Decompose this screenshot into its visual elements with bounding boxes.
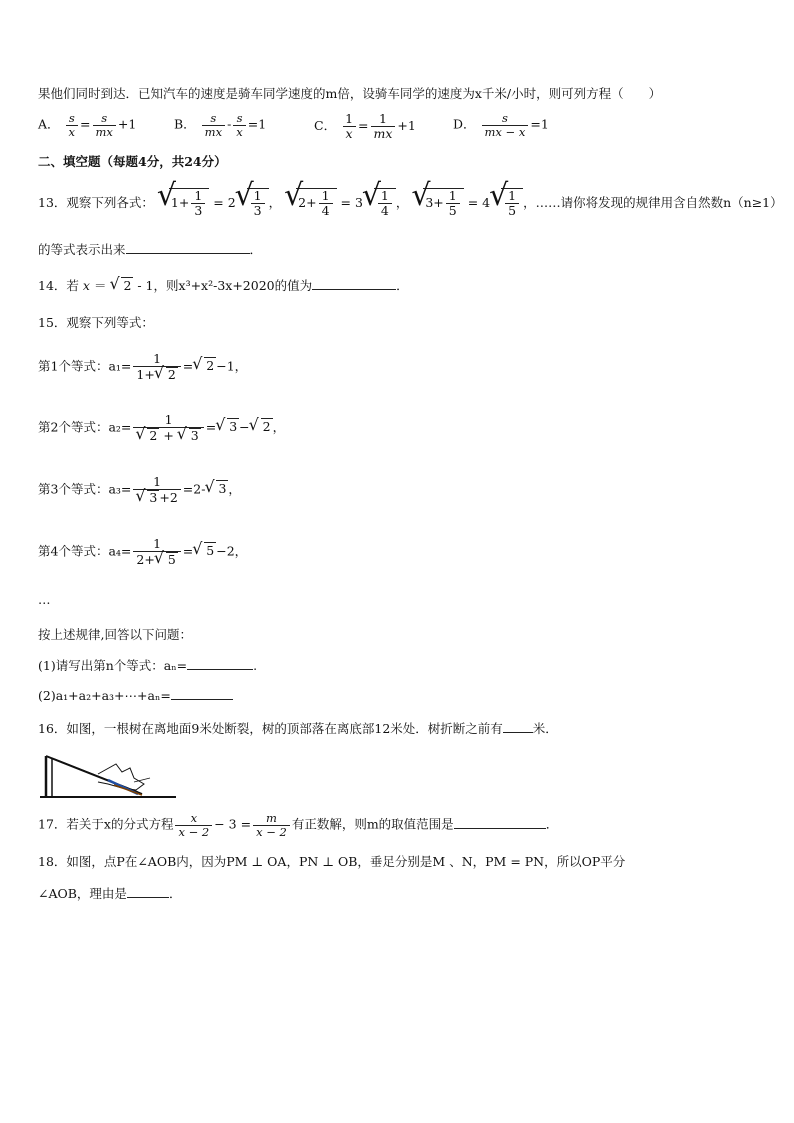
option-b[interactable]: B． $\frac{s}{mx}$ - $\frac{s}{x}$ =1	[174, 111, 267, 139]
q17-line: 17．若关于x的分式方程 $\frac{x}{x - 2}$ − 3 = $\frac{m}{x - 2}$ 有正数解，则m的取值范围是 ．	[38, 811, 559, 839]
q15-sub2: (2)a₁+a₂+a₃+⋯+aₙ=	[38, 688, 233, 703]
q15-row1: 第1个等式：a₁= $\frac{1}{1+√ 2}$ =√ 2 −1，	[38, 352, 247, 382]
q13-expr2: √ 2+ $\frac{1}{4}$	[286, 188, 336, 218]
answer-blank[interactable]	[126, 253, 250, 254]
q13-expr1: √ 1+ $\frac{1}{3}$	[159, 188, 209, 218]
q15-lead: 15．观察下列等式：	[38, 315, 154, 330]
section-heading: 二、填空题（每题4分，共24分）	[38, 154, 227, 169]
answer-blank[interactable]	[127, 897, 169, 898]
answer-blank[interactable]	[503, 732, 533, 733]
answer-blank[interactable]	[454, 828, 546, 829]
q12-text: 果他们同时到达．已知汽车的速度是骑车同学速度的m倍，设骑车同学的速度为x千米/小时，则可列方程（ ）	[38, 86, 662, 101]
option-d[interactable]: D． $\frac{s}{mx - x}$ =1	[453, 111, 549, 139]
q16-line: 16．如图，一根树在离地面9米处断裂，树的顶部落在离底部12米处．树折断之前有 米．	[38, 721, 558, 736]
q18-line1: 18．如图，点P在∠AOB内，因为PM ⊥ OA，PN ⊥ OB，垂足分别是M 、N，PM = PN，所以OP平分	[38, 854, 626, 869]
option-a[interactable]: A． $\frac{s}{x}$ = $\frac{s}{mx}$ +1	[38, 111, 137, 139]
q14-line: 14．若 x ＝ √ 2 - 1，则x³+x²-3x+2020的值为 ．	[38, 276, 409, 294]
q15-row3: 第3个等式：a₃= 1 √ 3 +2 =2-√ 3 ，	[38, 475, 241, 505]
q15-ask: 按上述规律,回答以下问题：	[38, 627, 192, 642]
q13-line1: 13．观察下列各式： √ 1+ $\frac{1}{3}$ = 2 √ $\frac{1}{3}$ ， √ 2+ $\frac{1}{4}$ = 3 √ $\frac{1}{4}$ ， √ 3+ $\frac{1}{5}$ = 4 √ $\frac{1}{5}$ ，……请你将发现的规律用含自然数n（n≥1）	[38, 188, 783, 218]
q15-ellipsis: …	[38, 592, 51, 607]
answer-blank[interactable]	[187, 669, 253, 670]
option-c[interactable]: C． $\frac{1}{x}$ = $\frac{1}{mx}$ +1	[314, 111, 416, 141]
q13-expr3: √ 3+ $\frac{1}{5}$	[413, 188, 463, 218]
answer-blank[interactable]	[312, 289, 396, 290]
answer-blank[interactable]	[171, 699, 233, 700]
q15-sub1: (1)请写出第n个等式：aₙ= .	[38, 658, 258, 673]
q18-line2: ∠AOB，理由是 ．	[38, 886, 182, 901]
broken-tree-figure	[38, 744, 178, 802]
q13-line2: 的等式表示出来 ．	[38, 242, 263, 257]
q15-row4: 第4个等式：a₄= $\frac{1}{2+√ 5}$ =√ 5 −2，	[38, 537, 247, 567]
q15-row2: 第2个等式：a₂= 1 √ 2 + √ 3 =√ 3 −√ 2 ，	[38, 413, 285, 443]
